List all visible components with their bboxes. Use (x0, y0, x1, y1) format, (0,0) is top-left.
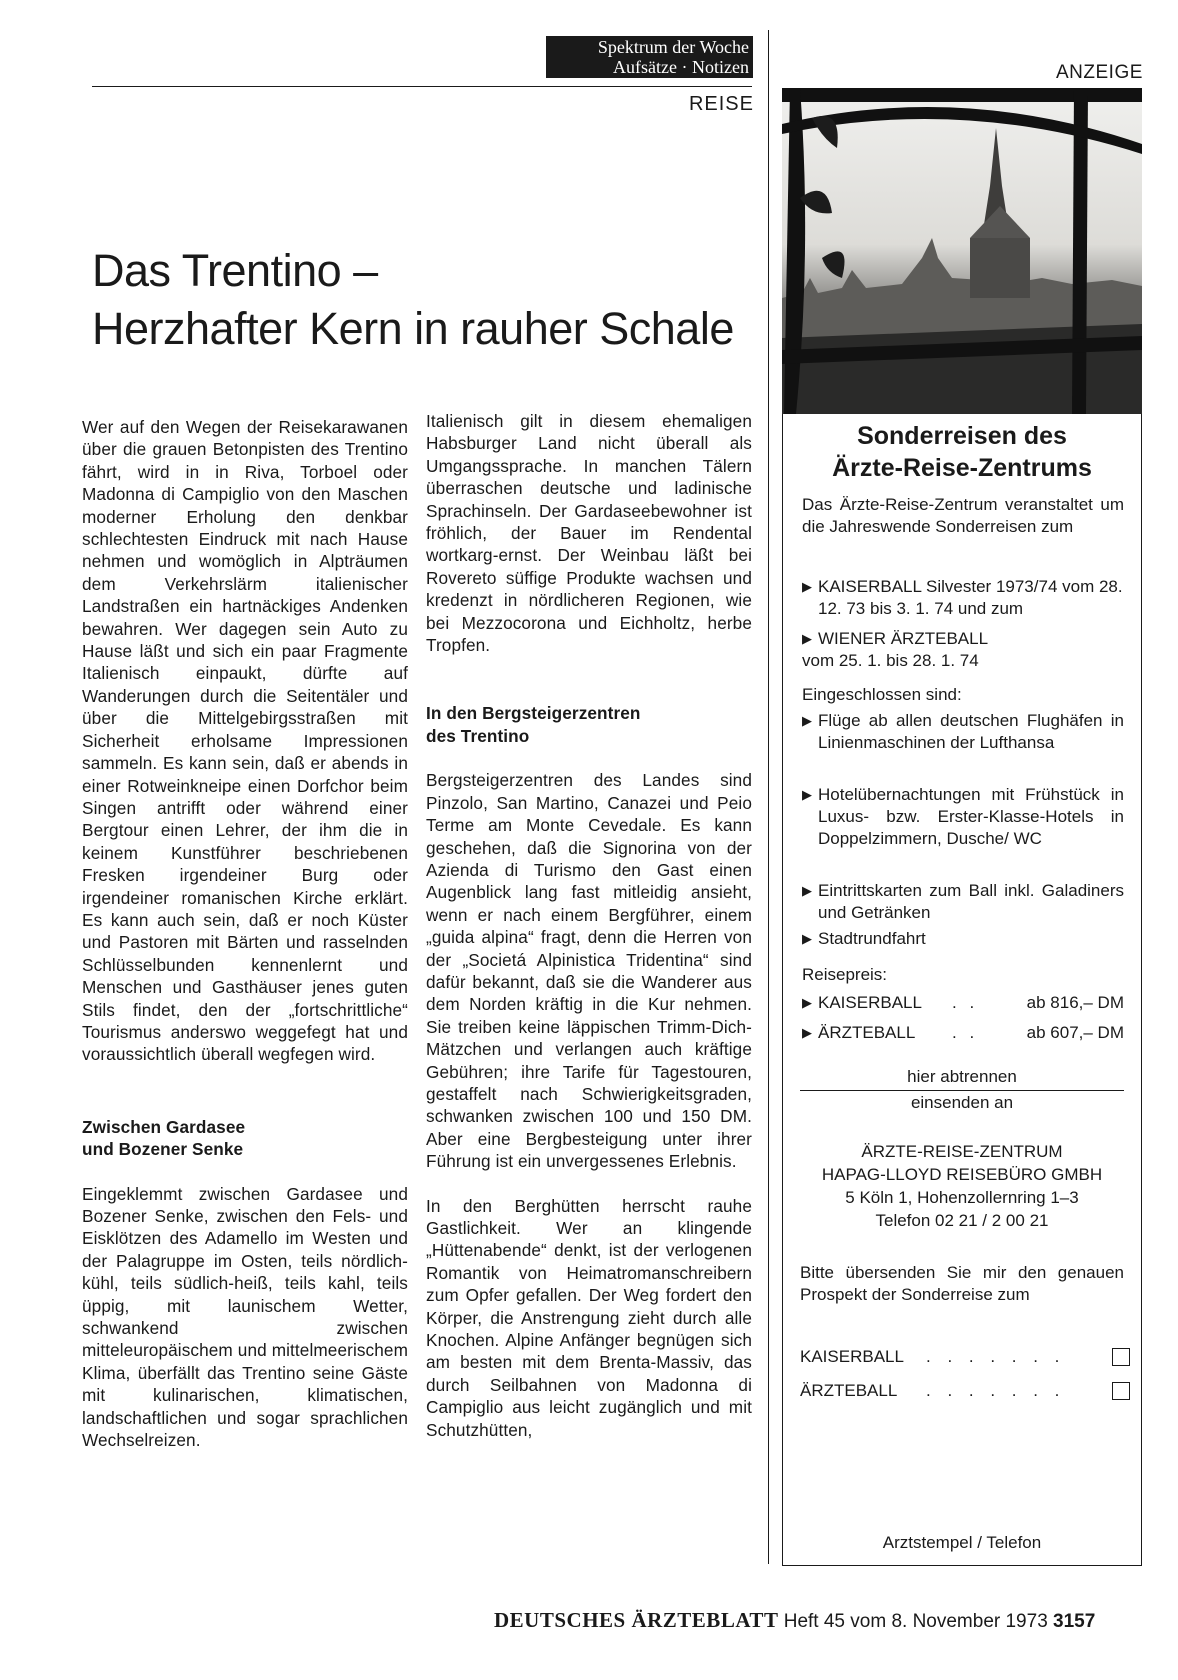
event-text: WIENER ÄRZTEBALL (818, 629, 989, 648)
section-label-line1: Spektrum der Woche (597, 37, 749, 57)
triangle-right-icon: ▶ (802, 579, 812, 594)
page-number: 3157 (1053, 1611, 1096, 1632)
included-item-text: Hotelübernachtungen mit Frühstück in Luxus- bzw. Erster-Klasse-Hotels in Doppelzimmern, Dusche/ WC (818, 785, 1124, 848)
vienna-cathedral-photo (782, 88, 1142, 414)
column-divider (768, 30, 769, 1564)
ad-heading-line2: Ärzte-Reise-Zentrums (832, 454, 1092, 482)
magazine-name: DEUTSCHES ÄRZTEBLATT (494, 1608, 779, 1632)
issue-info: Heft 45 vom 8. November 1973 (783, 1611, 1048, 1632)
ad-heading-line1: Sonderreisen des (857, 422, 1067, 450)
price-value: ab 607,– DM (1026, 1023, 1124, 1042)
event-text: KAISERBALL Silvester 1973/74 vom 28. 12. 73 bis 3. 1. 74 und zum (818, 577, 1123, 618)
paragraph: In den Berghütten herrscht rauhe Gastlichkeit. Wer an klingende „Hüttenabende“ denkt, ist der verlogenen Romantik von Heimatromanschreibern zum Opfer gefallen. Der Weg fordert den Körper, die Anstrengung zieht durch alle Knochen. Alpine Anfänger begnügen sich am besten mit dem Brenta-Massiv, das durch Seilbahnen von Madonna di Campiglio aus leicht zugänglich und mit Schutzhütten, (426, 1195, 752, 1440)
section-label (546, 36, 753, 78)
address-line: Telefon 02 21 / 2 00 21 (875, 1211, 1049, 1230)
checkbox-dots: . . . . . . . (926, 1381, 1066, 1400)
included-item (802, 880, 1124, 924)
checkbox-row-kaiserball (800, 1346, 1130, 1368)
included-item (802, 710, 1124, 754)
aerzteball-checkbox[interactable] (1112, 1382, 1130, 1400)
price-dots: . . (952, 993, 979, 1012)
title-line-1: Das Trentino – (92, 245, 378, 296)
title-line-2: Herzhafter Kern in rauher Schale (92, 303, 734, 354)
price-name: KAISERBALL (818, 993, 922, 1012)
price-label: Reisepreis: (802, 965, 888, 984)
price-row-aerzteball (802, 1022, 1124, 1044)
ad-label: ANZEIGE (1056, 62, 1143, 83)
subheading-bergsteiger (426, 702, 752, 747)
ad-intro: Das Ärzte-Reise-Zentrum veranstaltet um die Jahreswende Sonderreisen zum (802, 495, 1124, 536)
included-item-text: Eintrittskarten zum Ball inkl. Galadiners und Getränken (818, 881, 1124, 922)
cut-here-label: hier abtrennen (907, 1067, 1017, 1086)
included-label: Eingeschlossen sind: (802, 685, 962, 704)
header-rule (92, 86, 752, 87)
triangle-right-icon: ▶ (802, 713, 812, 728)
article-title (92, 242, 752, 358)
cut-line (800, 1090, 1124, 1091)
checkbox-label: ÄRZTEBALL (800, 1381, 898, 1400)
triangle-right-icon: ▶ (802, 883, 812, 898)
kaiserball-checkbox[interactable] (1112, 1348, 1130, 1366)
page-footer (494, 1608, 1095, 1633)
triangle-right-icon: ▶ (802, 1025, 812, 1040)
ad-photo (782, 88, 1142, 414)
paragraph: Wer auf den Wegen der Reisekarawanen über die grauen Betonpisten des Trentino fährt, wird in in Riva, Torboel oder Madonna di Campiglio von den Maschen moderner Erholung den denkbar schlechtesten Eindruck mit nach Hause nehmen und womöglich in Alpträumen dem Verkehrslärm italienischer Landstraßen ein hartnäckiges Andenken bewahren. Wer dagegen sein Auto zu Hause läßt und sich ein paar Fragmente Italienisch einpaukt, dürfte auf Wanderungen durch die Seitentäler und über die Mittelgebirgsstraßen mit Sicherheit erholsame Impressionen sammeln. Es kann sein, daß er abends in einer Rotweinkneipe einen Dorfchor beim Singen antrifft oder während einer Bergtour einen Lehrer, der ihm die in keinem Kunstführer beschriebenen Fresken irgendeiner Burg oder irgendeiner romanischen Kirche erklärt. Es kann auch sein, daß er noch Küster und Pastoren mit Bärten und rasselnden Schlüsselbunden kennenlernt und Menschen und Gasthäuser jenes guten Stils findet, den der „fortschrittliche“ Tourismus anderswo weggefegt hat und voraussichtlich überall wegfegen wird. (82, 417, 408, 1065)
included-item-text: Stadtrundfahrt (818, 929, 926, 948)
section-label-line2: Aufsätze · Notizen (613, 57, 749, 77)
subheading-gardasee (82, 1116, 408, 1161)
paragraph: Italienisch gilt in diesem ehemaligen Habsburger Land nicht überall als Umgangssprache. In manchen Tälern überraschen deutsche und ladinische Sprachinseln. Der Gardaseebewohner ist fröhlich, der Bauer im Rendental wortkarg-ernst. Der Weinbau läßt bei Rovereto süffige Produkte wachsen und kredenzt in nördlicheren Regionen, wie bei Mezzocorona und Eichholtz, herbe Tropfen. (426, 411, 752, 656)
checkbox-row-aerzteball (800, 1380, 1130, 1402)
subheading-line: In den Bergsteigerzentren (426, 703, 641, 724)
price-name: ÄRZTEBALL (818, 1023, 916, 1042)
send-to-label: einsenden an (910, 1093, 1014, 1112)
included-item-text: Flüge ab allen deutschen Flughäfen in Linienmaschinen der Lufthansa (818, 711, 1124, 752)
subheading-line: und Bozener Senke (82, 1139, 244, 1160)
price-row-kaiserball (802, 992, 1124, 1014)
checkbox-dots: . . . . . . . (926, 1347, 1066, 1366)
rubric-label: REISE (688, 93, 754, 115)
event-wiener-aerzteball (802, 628, 1124, 672)
article-column-1 (82, 416, 408, 1451)
paragraph: Eingeklemmt zwischen Gardasee und Bozener Senke, zwischen den Fels- und Eisklötzen des Adamello im Westen und der Palagruppe im Osten, teils nördlich-kühl, teils südlich-heiß, teils kahl, teils üppig, mit launischem Wetter, schwankend zwischen mitteleuropäischem und mittelmeerischem Klima, überfällt das Trentino seine Gäste mit kulinarischen, klimatischen, landschaftlichen und sogar sprachlichen Wechselreizen. (82, 1183, 408, 1451)
stamp-label: Arztstempel / Telefon (882, 1533, 1042, 1552)
triangle-right-icon: ▶ (802, 787, 812, 802)
triangle-right-icon: ▶ (802, 931, 812, 946)
ad-heading (782, 420, 1142, 484)
included-item (802, 784, 1124, 850)
triangle-right-icon: ▶ (802, 995, 812, 1010)
address-line: ÄRZTE-REISE-ZENTRUM (861, 1142, 1063, 1161)
request-text: Bitte übersenden Sie mir den genauen Prospekt der Sonderreise zum (800, 1263, 1124, 1304)
subheading-line: Zwischen Gardasee (82, 1116, 246, 1137)
price-value: ab 816,– DM (1026, 993, 1124, 1012)
address-line: 5 Köln 1, Hohenzollernring 1–3 (845, 1188, 1079, 1207)
paragraph: Bergsteigerzentren des Landes sind Pinzolo, San Martino, Canazei und Peio Terme am Monte Cevedale. Es kann geschehen, daß die Signorina von der Azienda di Turismo den Gast einen Augenblick lang fast mitleidig ansieht, wenn er nach einem Bergführer, einem „guida alpina“ fragt, denn die Herren von der „Societá Alpinistica Tridentina“ sind dafür bekannt, daß sie die Wanderer aus dem Norden kräftig in die Kur nehmen. Sie treiben keine läppischen Trimm-Dich-Mätzchen und verlangen auch kräftige Gebühren; ihre Tarife für Tagestouren, gestaffelt nach Schwierigkeitsgraden, schwanken zwischen 100 und 150 DM. Aber eine Bergbesteigung unter ihrer Führung ist ein unvergessenes Erlebnis. (426, 770, 752, 1172)
article-column-2 (426, 410, 752, 1441)
subheading-line: des Trentino (426, 725, 530, 746)
address-block (782, 1140, 1142, 1232)
included-item (802, 928, 1124, 950)
checkbox-label: KAISERBALL (800, 1347, 904, 1366)
address-line: HAPAG-LLOYD REISEBÜRO GMBH (821, 1165, 1103, 1184)
event-dates: vom 25. 1. bis 28. 1. 74 (802, 651, 979, 670)
price-dots: . . (952, 1023, 979, 1042)
event-kaiserball (802, 576, 1124, 620)
triangle-right-icon: ▶ (802, 631, 812, 646)
